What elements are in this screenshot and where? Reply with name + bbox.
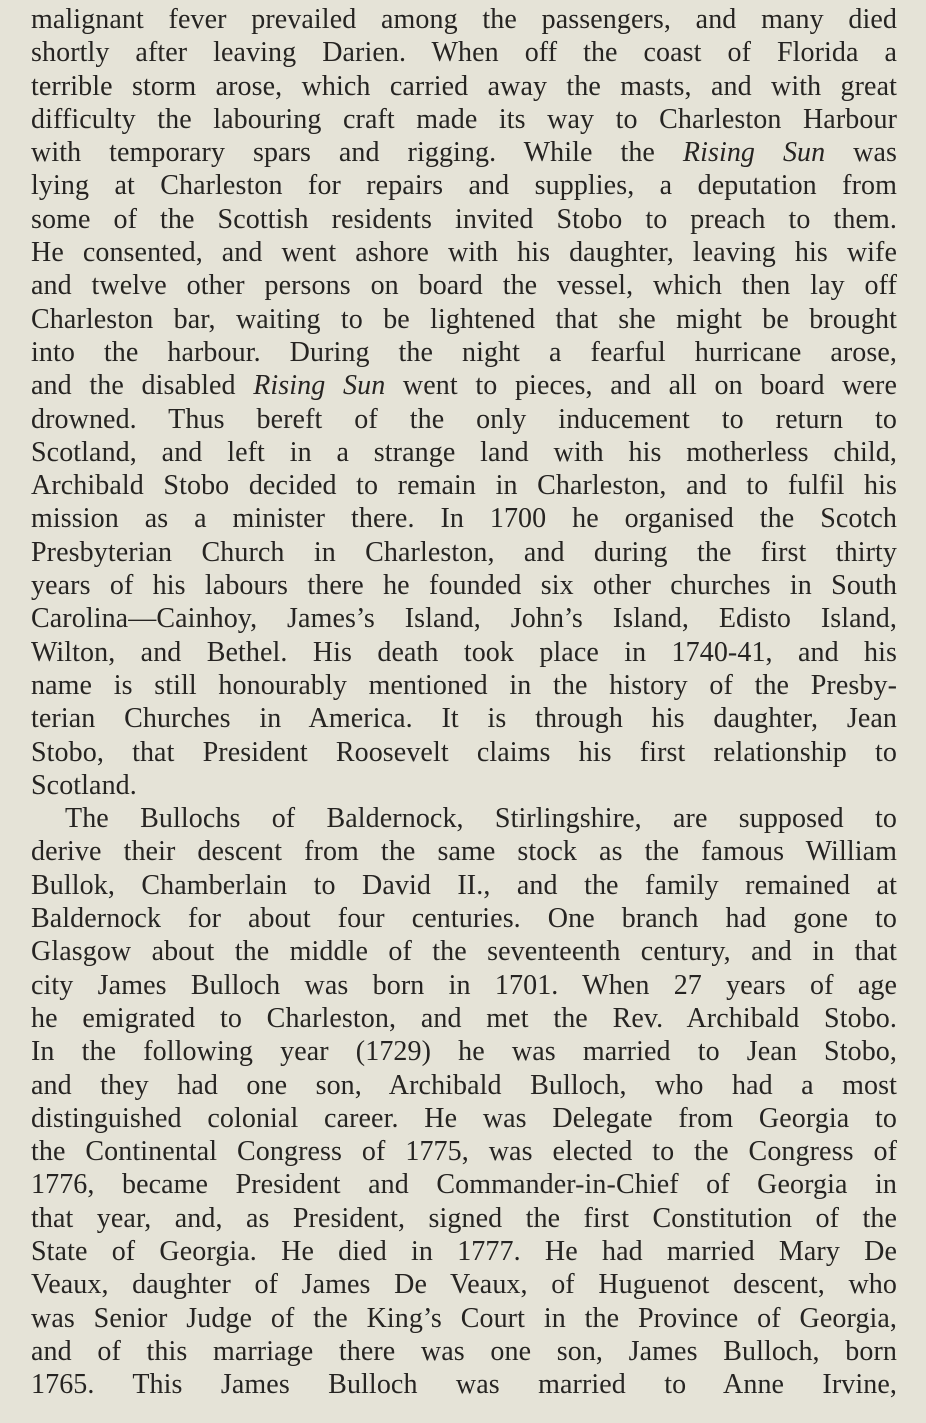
text-segment: drowned. Thus bereft of the only inducement to return to xyxy=(31,403,897,435)
text-line xyxy=(31,103,897,136)
text-segment: derive their descent from the same stock as the famous William xyxy=(31,836,897,868)
text-segment: was xyxy=(825,137,898,169)
text-segment: and of this marriage there was one son, James Bulloch, born xyxy=(31,1335,897,1367)
text-line xyxy=(31,469,897,502)
text-line xyxy=(31,969,897,1002)
text-line xyxy=(31,1368,897,1401)
text-line xyxy=(31,1102,897,1135)
text-segment: that year, and, as President, signed the first Constitution of the xyxy=(31,1202,897,1234)
text-line xyxy=(31,1202,897,1235)
text-line xyxy=(31,1035,897,1068)
text-line xyxy=(31,769,897,802)
text-segment: lying at Charleston for repairs and supplies, a deputation from xyxy=(31,170,897,202)
text-line xyxy=(31,935,897,968)
text-segment: mission as a minister there. In 1700 he organised the Scotch xyxy=(31,503,897,535)
italic-ship-name: Rising Sun xyxy=(682,137,826,169)
text-segment: State of Georgia. He died in 1777. He had married Mary De xyxy=(31,1235,897,1267)
text-line xyxy=(31,736,897,769)
text-line xyxy=(31,902,897,935)
text-line xyxy=(31,136,897,169)
text-segment: and twelve other persons on board the vessel, which then lay off xyxy=(31,270,897,302)
text-line xyxy=(31,1002,897,1035)
text-segment: he emigrated to Charleston, and met the Rev. Archibald Stobo. xyxy=(31,1002,897,1034)
text-segment: Stobo, that President Roosevelt claims his first relationship to xyxy=(31,736,897,768)
text-line xyxy=(31,1335,897,1368)
text-segment: Scotland, and left in a strange land with his motherless child, xyxy=(31,436,897,468)
text-line xyxy=(31,1302,897,1335)
book-page-text xyxy=(31,3,897,1401)
text-segment: Presbyterian Church in Charleston, and during the first thirty xyxy=(31,536,897,568)
text-segment: the Continental Congress of 1775, was elected to the Congress of xyxy=(31,1136,897,1168)
text-line xyxy=(31,835,897,868)
text-segment: Bullok, Chamberlain to David II., and the family remained at xyxy=(31,869,897,901)
text-segment: Veaux, daughter of James De Veaux, of Huguenot descent, who xyxy=(31,1269,897,1301)
text-segment: In the following year (1729) he was married to Jean Stobo, xyxy=(31,1036,897,1068)
text-segment: and they had one son, Archibald Bulloch, who had a most xyxy=(31,1069,897,1101)
text-line xyxy=(31,403,897,436)
text-segment: The Bullochs of Baldernock, Stirlingshire, are supposed to xyxy=(65,803,897,835)
text-line xyxy=(31,702,897,735)
text-segment: shortly after leaving Darien. When off the coast of Florida a xyxy=(31,37,897,69)
text-line xyxy=(31,336,897,369)
text-line xyxy=(31,3,897,36)
text-segment: name is still honourably mentioned in the history of the Presby- xyxy=(31,669,897,701)
text-line xyxy=(31,1069,897,1102)
text-line xyxy=(31,569,897,602)
text-segment: years of his labours there he founded six other churches in South xyxy=(31,570,897,602)
text-line xyxy=(31,802,897,835)
text-line xyxy=(31,369,897,402)
text-segment: Baldernock for about four centuries. One branch had gone to xyxy=(31,903,897,935)
text-line xyxy=(31,1135,897,1168)
text-line xyxy=(31,1268,897,1301)
paragraph xyxy=(31,802,897,1401)
text-segment: 1765. This James Bulloch was married to Anne Irvine, xyxy=(31,1369,897,1401)
text-line xyxy=(31,269,897,302)
text-segment: some of the Scottish residents invited Stobo to preach to them. xyxy=(31,203,897,235)
text-line xyxy=(31,70,897,103)
text-line xyxy=(31,502,897,535)
text-line xyxy=(31,669,897,702)
text-segment: Carolina—Cainhoy, James’s Island, John’s Island, Edisto Island, xyxy=(31,603,897,635)
text-segment: terrible storm arose, which carried away the masts, and with great xyxy=(31,70,897,102)
text-line xyxy=(31,636,897,669)
text-segment: He consented, and went ashore with his daughter, leaving his wife xyxy=(31,237,897,269)
text-segment: Scotland. xyxy=(31,769,137,801)
text-segment: Wilton, and Bethel. His death took place in 1740-41, and his xyxy=(31,636,897,668)
text-segment: with temporary spars and rigging. While the xyxy=(31,137,683,169)
text-line xyxy=(31,602,897,635)
text-segment: went to pieces, and all on board were xyxy=(385,370,897,402)
text-segment: difficulty the labouring craft made its way to Charleston Harbour xyxy=(31,103,897,135)
text-line xyxy=(31,536,897,569)
text-line xyxy=(31,1235,897,1268)
text-line xyxy=(31,36,897,69)
text-line xyxy=(31,1168,897,1201)
text-line xyxy=(31,303,897,336)
text-line xyxy=(31,436,897,469)
text-line xyxy=(31,236,897,269)
text-segment: city James Bulloch was born in 1701. When 27 years of age xyxy=(31,969,897,1001)
text-segment: Archibald Stobo decided to remain in Charleston, and to fulfil his xyxy=(31,470,897,502)
text-segment: distinguished colonial career. He was Delegate from Georgia to xyxy=(31,1102,897,1134)
text-segment: was Senior Judge of the King’s Court in the Province of Georgia, xyxy=(31,1302,897,1334)
text-segment: malignant fever prevailed among the passengers, and many died xyxy=(31,4,897,35)
text-segment: Charleston bar, waiting to be lightened that she might be brought xyxy=(31,303,897,335)
text-segment: 1776, became President and Commander-in-Chief of Georgia in xyxy=(31,1169,897,1201)
text-segment: into the harbour. During the night a fearful hurricane arose, xyxy=(31,336,897,368)
text-line xyxy=(31,869,897,902)
text-segment: and the disabled xyxy=(31,370,254,402)
text-line xyxy=(31,203,897,236)
text-line xyxy=(31,169,897,202)
text-segment: terian Churches in America. It is through his daughter, Jean xyxy=(31,703,897,735)
text-segment: Glasgow about the middle of the seventeenth century, and in that xyxy=(31,936,897,968)
paragraph xyxy=(31,3,897,802)
italic-ship-name: Rising Sun xyxy=(253,370,386,402)
